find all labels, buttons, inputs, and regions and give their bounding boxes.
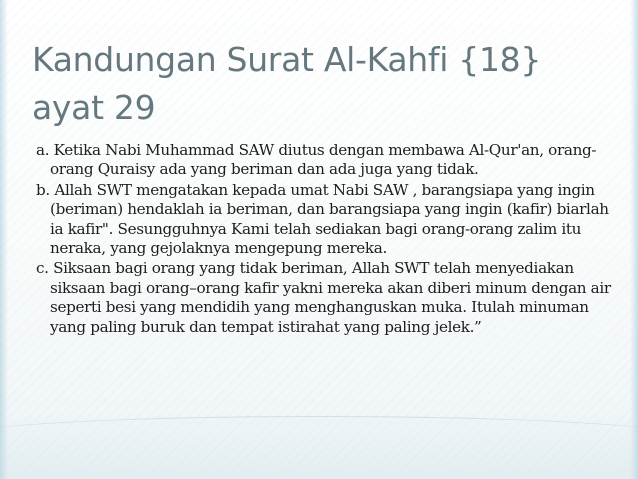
slide-right-edge-decoration [630, 0, 638, 479]
content-point-a: a. Ketika Nabi Muhammad SAW diutus dengan membawa Al-Qur'an, orang-orang Quraisy ada yang beriman dan ada juga yang tidak. [36, 141, 597, 179]
slide-bottom-decoration [0, 409, 638, 479]
slide-content-list [36, 141, 614, 338]
content-point-b: b. Allah SWT mengatakan kepada umat Nabi SAW , barangsiapa yang ingin (beriman) hendaklah ia beriman, dan barangsiapa yang ingin (kafir) biarlah ia kafir". Sesungguhnya Kami telah sediakan bagi orang-orang zalim itu neraka, yang gejolaknya mengepung mereka. [36, 180, 609, 258]
slide-left-edge-decoration [0, 0, 8, 479]
content-point-c: c. Siksaan bagi orang yang tidak beriman, Allah SWT telah menyediakan siksaan bagi orang–orang kafir yakni mereka akan diberi minum dengan air seperti besi yang mendidih yang menghanguskan muka. Itulah minuman yang paling buruk dan tempat istirahat yang paling jelek.” [36, 259, 611, 336]
slide-title: Kandungan Surat Al-Kahfi {18} ayat 29 [32, 40, 542, 127]
